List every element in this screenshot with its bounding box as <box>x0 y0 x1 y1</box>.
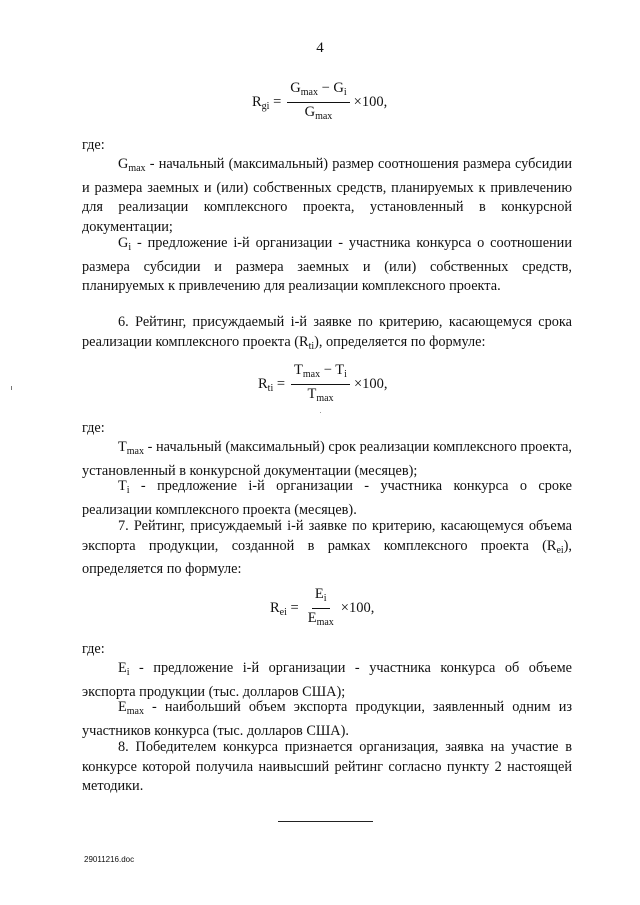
formula-rhs: ×100, <box>353 94 388 110</box>
formula-rgi <box>252 80 387 125</box>
paragraph-7: 7. Рейтинг, присуждаемый i-й заявке по критерию, касающемуся объема экспорта продукции, созданной в рамках комплексного проекта $(R_{ei})$, определяется по формуле: <box>82 518 572 578</box>
paragraph-8: 8. Победителем конкурса признается организация, заявка на участие в конкурсе которой получила наивысший рейтинг согласно пункту 2 настоящей методики. <box>82 739 572 795</box>
ti-definition: $T_i$ - предложение i-й организации - участника конкурса о сроке реализации комплексного проекта (месяцев). <box>82 478 572 518</box>
formula-lhs: $R_{ti}$ = <box>258 375 286 394</box>
where-label-2: где: <box>82 420 105 436</box>
formula-fraction: $\frac{T_{max} - T_i}{T_{max}}$ <box>291 362 350 407</box>
formula-rti <box>258 362 388 407</box>
scan-dot <box>320 412 321 413</box>
paragraph-6: 6. Рейтинг, присуждаемый i-й заявке по критерию, касающемуся срока реализации комплексного проекта $(R_{ti})$, определяется по формуле: <box>82 314 572 352</box>
scan-mark <box>11 386 12 390</box>
end-divider <box>278 821 373 822</box>
gi-definition: $G_i$ - предложение i-й организации - участника конкурса о соотношении размера субсидии и размера заемных и (или) собственных средств, планируемых к привлечению для реализации комплексного проекта. <box>82 235 572 295</box>
formula-lhs: $R_{ei}$ = <box>270 599 299 618</box>
gmax-definition: $G_{max}$ - начальный (максимальный) размер соотношения размера субсидии и размера заемных и (или) собственных средств, планируемых к привлечению для реализации комплексного проекта, установленный в конкурсной документации; <box>82 156 572 236</box>
emax-definition: $E_{max}$ - наибольший объем экспорта продукции, заявленный одним из участников конкурса (тыс. долларов США). <box>82 699 572 739</box>
formula-lhs: $R_{gi}$ = <box>252 93 282 112</box>
formula-rhs: ×100, <box>340 600 375 616</box>
page-number: 4 <box>316 40 324 56</box>
footer-filename: 29011216.doc <box>84 855 135 864</box>
where-label-1: где: <box>82 137 105 153</box>
formula-fraction: $\frac{G_{max} - G_i}{G_{max}}$ <box>287 80 349 125</box>
tmax-definition: $T_{max}$ - начальный (максимальный) срок реализации комплексного проекта, установленный в конкурсной документации (месяцев); <box>82 439 572 479</box>
formula-fraction: $\frac{E_i}{E_{max}}$ <box>307 586 334 628</box>
ei-definition: $E_i$ - предложение i-й организации - участника конкурса об объеме экспорта продукции (тыс. долларов США); <box>82 660 572 700</box>
formula-rei <box>270 586 374 631</box>
formula-rhs: ×100, <box>353 376 388 392</box>
where-label-3: где: <box>82 641 105 657</box>
